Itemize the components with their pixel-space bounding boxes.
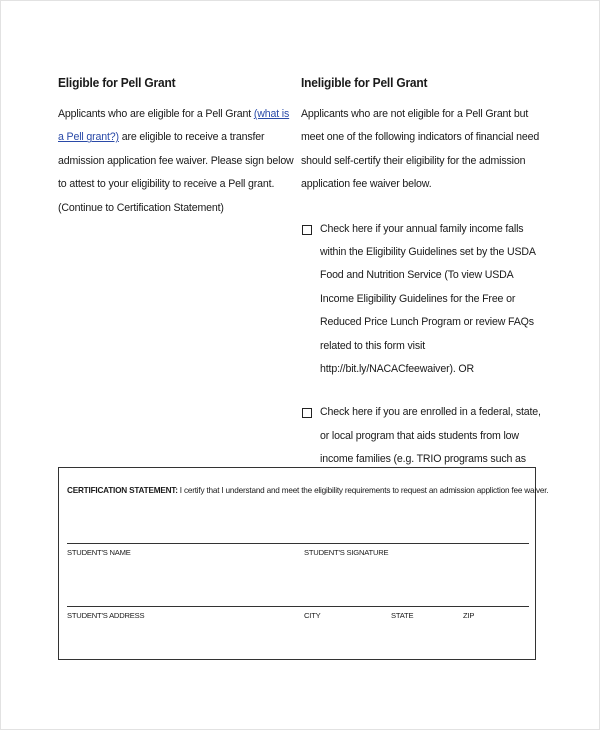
income-checkbox[interactable] — [302, 225, 312, 235]
income-option-text: Check here if your annual family income falls within the Eligibility Guidelines set by the USDA Food and Nutrition Service (To view USDA Income Eligibility Guidelines for the Free or Reduced Price Lunch Program or review FAQs related to this form visit http://bit.ly/NACACfeewaiver). OR — [320, 222, 536, 376]
student-name-label: STUDENT'S NAME — [67, 548, 131, 557]
program-option-text: Check here if you are enrolled in a federal, state, or local program that aids students from low income families (e.g. TRIO programs such as — [320, 406, 541, 466]
eligible-column — [58, 73, 294, 220]
eligible-paragraph — [58, 103, 294, 220]
eligible-text-after: are eligible to receive a transfer admission application fee waiver. Please sign below to attest to your eligibility to receive a Pell grant. (Continue to Certification Statement) — [58, 131, 294, 214]
pell-grant-link[interactable]: (what is a Pell grant?) — [58, 108, 290, 144]
income-option — [301, 218, 545, 382]
certification-box — [58, 467, 549, 660]
ineligible-heading: Ineligible for Pell Grant — [301, 75, 428, 90]
program-checkbox[interactable] — [302, 408, 312, 418]
zip-label: ZIP — [463, 611, 475, 620]
ineligible-column — [301, 73, 545, 495]
signature-line-1[interactable] — [67, 543, 529, 544]
certification-statement — [67, 486, 549, 495]
city-label: CITY — [304, 611, 321, 620]
eligible-text-before: Applicants who are eligible for a Pell Grant — [58, 108, 254, 120]
certification-label: CERTIFICATION STATEMENT: — [67, 486, 178, 495]
address-line[interactable] — [67, 606, 529, 607]
state-label: STATE — [391, 611, 414, 620]
ineligible-intro: Applicants who are not eligible for a Pell Grant but meet one of the following indicators of financial need should self-certify their eligibility for the admission application fee waiver below. — [301, 108, 540, 191]
eligible-heading: Eligible for Pell Grant — [58, 75, 176, 90]
student-signature-label: STUDENT'S SIGNATURE — [304, 548, 389, 557]
student-address-label: STUDENT'S ADDRESS — [67, 611, 145, 620]
certification-text: I certify that I understand and meet the eligibility requirements to request an admission appliction fee waiver. — [177, 486, 549, 495]
